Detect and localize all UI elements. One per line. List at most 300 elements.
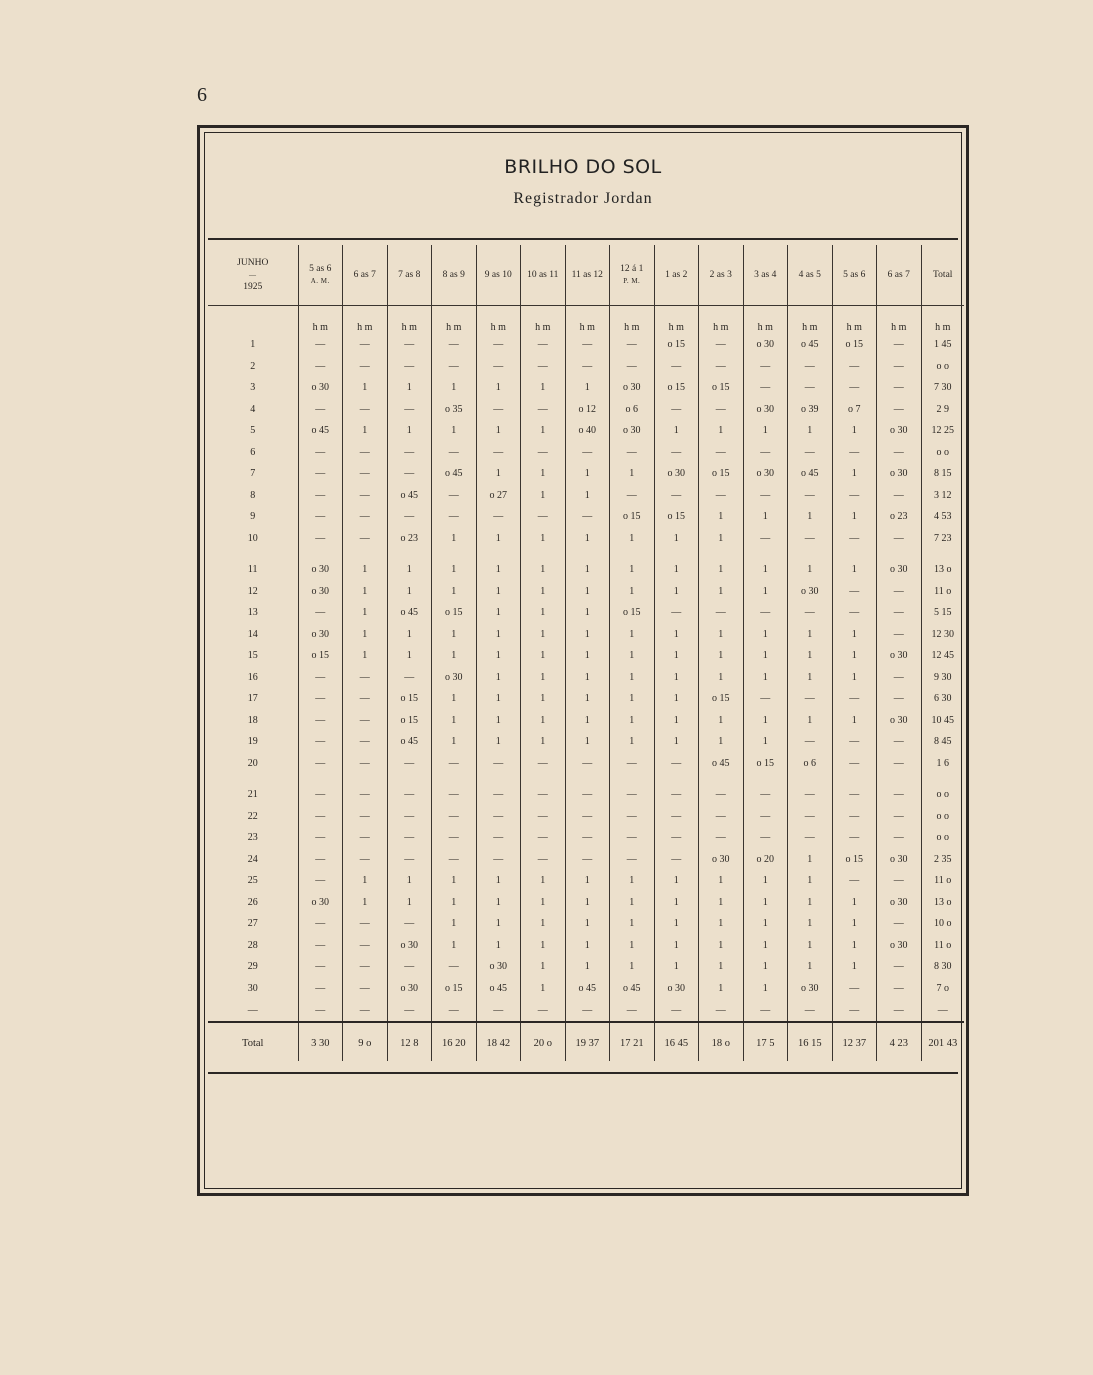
hour-cell: 1 [699, 528, 744, 550]
unit-cell: h m [743, 320, 788, 334]
hour-cell: 1 [699, 978, 744, 1000]
hour-cell: 1 [565, 645, 610, 667]
hour-cell: o 23 [877, 506, 922, 528]
row-total-cell: o o [921, 442, 964, 464]
hour-cell: 1 [788, 913, 833, 935]
row-total-cell: o o [921, 827, 964, 849]
hour-cell: — [343, 827, 388, 849]
hour-cell: — [832, 753, 877, 775]
hour-cell: o 30 [877, 420, 922, 442]
hour-cell: — [743, 806, 788, 828]
hour-cell: o 30 [432, 667, 477, 689]
hour-cell: — [387, 753, 432, 775]
hour-column-header [610, 245, 655, 306]
hour-cell: 1 [476, 870, 521, 892]
column-sublabel: 1925 [243, 282, 263, 292]
row-total-cell: 7 o [921, 978, 964, 1000]
day-cell: 19 [247, 736, 258, 748]
hour-cell: 1 [432, 688, 477, 710]
hour-column-header [743, 245, 788, 306]
hour-cell: — [298, 442, 343, 464]
column-label: 2 as 3 [709, 270, 732, 280]
hour-cell: — [432, 506, 477, 528]
hour-cell: — [788, 377, 833, 399]
hour-cell: 1 [788, 420, 833, 442]
hour-cell: — [832, 581, 877, 603]
hour-cell: — [343, 849, 388, 871]
dash-cell: — [247, 1004, 258, 1016]
column-total-cell: 17 21 [610, 1025, 655, 1061]
row-total-cell: 5 15 [921, 602, 964, 624]
hour-cell: — [298, 528, 343, 550]
hour-column-header [298, 245, 343, 306]
hour-cell: 1 [788, 870, 833, 892]
hour-cell: — [877, 356, 922, 378]
hour-cell: — [877, 731, 922, 753]
hour-cell: o 15 [699, 688, 744, 710]
hour-cell: o 30 [387, 935, 432, 957]
hour-cell: — [832, 688, 877, 710]
hour-column-header [877, 245, 922, 306]
hour-cell: — [743, 688, 788, 710]
hour-cell: — [654, 753, 699, 775]
column-total-cell: 16 45 [654, 1025, 699, 1061]
hour-cell: — [298, 667, 343, 689]
hour-cell: 1 [343, 581, 388, 603]
hour-cell: 1 [432, 913, 477, 935]
hour-cell: — [387, 806, 432, 828]
hour-cell: 1 [654, 731, 699, 753]
row-total-cell: 10 45 [921, 710, 964, 732]
hour-cell: — [832, 827, 877, 849]
hour-cell: 1 [832, 892, 877, 914]
hour-cell: 1 [699, 956, 744, 978]
hour-cell: — [343, 442, 388, 464]
dash-cell: — [699, 999, 744, 1022]
hour-cell: — [432, 849, 477, 871]
dash-cell: — [343, 999, 388, 1022]
hour-cell: 1 [565, 913, 610, 935]
hour-cell: 1 [476, 549, 521, 581]
table-frame [197, 125, 969, 1196]
spacer-cell [521, 306, 566, 321]
hour-cell: — [654, 442, 699, 464]
hour-cell: 1 [743, 549, 788, 581]
column-label: 5 as 6 [843, 270, 866, 280]
hour-cell: — [343, 356, 388, 378]
dash-cell: — [788, 999, 833, 1022]
hour-cell: — [521, 334, 566, 356]
hour-cell: 1 [610, 688, 655, 710]
hour-column-header [343, 245, 388, 306]
hour-cell: — [877, 377, 922, 399]
day-cell: 2 [250, 360, 256, 372]
hour-cell: — [699, 356, 744, 378]
hour-cell: — [298, 806, 343, 828]
day-cell: 29 [247, 961, 258, 973]
row-total-cell: 9 30 [921, 667, 964, 689]
table-row [208, 624, 964, 646]
hour-cell: — [877, 688, 922, 710]
hour-cell: 1 [699, 506, 744, 528]
hour-cell: 1 [788, 624, 833, 646]
hour-cell: — [298, 731, 343, 753]
hour-cell: o 6 [788, 753, 833, 775]
column-sublabel: A. M. [310, 277, 330, 285]
hour-cell: 1 [654, 549, 699, 581]
hour-cell: 1 [699, 892, 744, 914]
row-total-cell: 2 9 [921, 399, 964, 421]
hour-cell: 1 [654, 688, 699, 710]
hour-column-header [654, 245, 699, 306]
hour-cell: — [832, 377, 877, 399]
unit-cell: h m [699, 320, 744, 334]
hour-cell: — [699, 602, 744, 624]
dash-cell: — [565, 999, 610, 1022]
hour-cell: 1 [610, 935, 655, 957]
hour-cell: — [877, 485, 922, 507]
hour-cell: 1 [788, 549, 833, 581]
hour-cell: o 30 [877, 463, 922, 485]
hour-cell: — [832, 356, 877, 378]
day-cell: 5 [250, 425, 256, 437]
hour-cell: — [521, 806, 566, 828]
column-label: 5 as 6 [309, 264, 332, 274]
hour-cell: o 30 [699, 849, 744, 871]
hour-cell: — [298, 827, 343, 849]
table-row [208, 463, 964, 485]
hour-cell: — [788, 485, 833, 507]
hour-cell: — [343, 753, 388, 775]
hour-cell: 1 [565, 935, 610, 957]
row-total-cell: 11 o [921, 581, 964, 603]
row-total-cell: 13 o [921, 892, 964, 914]
hour-cell: 1 [832, 463, 877, 485]
hour-cell: 1 [387, 549, 432, 581]
hour-cell: 1 [476, 935, 521, 957]
hour-cell: — [788, 827, 833, 849]
hour-cell: — [343, 731, 388, 753]
table-row [208, 399, 964, 421]
hour-cell: — [565, 774, 610, 806]
hour-cell: 1 [476, 377, 521, 399]
hour-cell: — [298, 753, 343, 775]
hour-cell: — [565, 849, 610, 871]
hour-cell: o 39 [788, 399, 833, 421]
hour-cell: o 15 [699, 463, 744, 485]
day-cell: 26 [247, 896, 258, 908]
hour-cell: o 35 [432, 399, 477, 421]
hour-cell: — [298, 688, 343, 710]
hour-cell: — [877, 624, 922, 646]
hour-cell: — [476, 827, 521, 849]
hour-cell: 1 [832, 710, 877, 732]
column-sublabel: P. M. [623, 277, 641, 285]
row-total-cell: 1 45 [921, 334, 964, 356]
spacer-cell [877, 306, 922, 321]
hour-cell: — [877, 602, 922, 624]
hour-cell: o 15 [610, 602, 655, 624]
hour-cell: — [832, 806, 877, 828]
hour-cell: — [832, 602, 877, 624]
dash-cell: — [743, 999, 788, 1022]
hour-cell: o 30 [743, 334, 788, 356]
row-total-cell: 11 o [921, 870, 964, 892]
column-total-cell: 12 37 [832, 1025, 877, 1061]
hour-cell: — [877, 334, 922, 356]
table-row [208, 774, 964, 806]
dash-cell: — [832, 999, 877, 1022]
hour-cell: — [343, 463, 388, 485]
hour-cell: 1 [521, 688, 566, 710]
hour-cell: 1 [565, 581, 610, 603]
hour-cell: — [743, 442, 788, 464]
hour-cell: — [832, 528, 877, 550]
hour-cell: 1 [610, 528, 655, 550]
hour-cell: 1 [521, 645, 566, 667]
hour-cell: — [298, 356, 343, 378]
hour-cell: 1 [521, 978, 566, 1000]
hour-cell: — [343, 806, 388, 828]
column-total-cell: 3 30 [298, 1025, 343, 1061]
hour-cell: — [788, 528, 833, 550]
spacer-cell [921, 306, 964, 321]
hour-cell: o 30 [298, 624, 343, 646]
dash-cell: — [521, 999, 566, 1022]
hour-cell: 1 [788, 667, 833, 689]
row-total-cell: 8 30 [921, 956, 964, 978]
hour-cell: 1 [832, 667, 877, 689]
dash-cell: — [654, 999, 699, 1022]
table-row [208, 870, 964, 892]
hour-cell: — [788, 806, 833, 828]
hour-cell: — [298, 506, 343, 528]
hour-cell: 1 [432, 420, 477, 442]
hour-cell: o 30 [877, 645, 922, 667]
hour-cell: o 45 [298, 420, 343, 442]
hour-cell: — [743, 827, 788, 849]
hour-cell: — [387, 913, 432, 935]
column-label: 3 as 4 [754, 270, 777, 280]
hour-cell: — [432, 827, 477, 849]
row-total-cell: 2 35 [921, 849, 964, 871]
hour-cell: 1 [432, 710, 477, 732]
hour-cell: — [788, 356, 833, 378]
hour-cell: 1 [476, 581, 521, 603]
hour-cell: o 30 [298, 892, 343, 914]
hour-cell: o 30 [610, 420, 655, 442]
table-row [208, 806, 964, 828]
hour-cell: 1 [610, 956, 655, 978]
hour-cell: o 30 [877, 849, 922, 871]
unit-cell: h m [298, 320, 343, 334]
hour-cell: o 23 [387, 528, 432, 550]
hour-cell: — [877, 442, 922, 464]
hour-cell: o 30 [788, 978, 833, 1000]
hour-cell: o 15 [432, 602, 477, 624]
hour-cell: — [476, 774, 521, 806]
table-row [208, 549, 964, 581]
hour-cell: 1 [699, 731, 744, 753]
table-row [208, 827, 964, 849]
title-divider [208, 238, 958, 240]
hour-cell: — [521, 506, 566, 528]
hour-cell: — [699, 442, 744, 464]
hour-cell: 1 [565, 485, 610, 507]
hour-cell: 1 [832, 420, 877, 442]
hour-cell: 1 [610, 892, 655, 914]
hour-cell: o 15 [743, 753, 788, 775]
hour-cell: o 45 [610, 978, 655, 1000]
hour-cell: 1 [743, 870, 788, 892]
hour-cell: o 45 [565, 978, 610, 1000]
hour-cell: 1 [832, 624, 877, 646]
column-label: 12 á 1 [620, 264, 644, 274]
column-total-cell: 201 43 [921, 1025, 964, 1061]
hour-cell: 1 [521, 581, 566, 603]
day-cell: 7 [250, 468, 256, 480]
table-row [208, 356, 964, 378]
totals-label: Total [242, 1037, 264, 1049]
hour-cell: — [343, 667, 388, 689]
table-row [208, 753, 964, 775]
hour-cell: o 45 [788, 334, 833, 356]
row-total-cell: 8 15 [921, 463, 964, 485]
hour-cell: 1 [343, 645, 388, 667]
hour-cell: 1 [343, 624, 388, 646]
hour-cell: 1 [610, 624, 655, 646]
hour-cell: 1 [699, 581, 744, 603]
hour-cell: o 15 [654, 334, 699, 356]
hour-cell: 1 [743, 710, 788, 732]
column-total-cell: 18 o [699, 1025, 744, 1061]
hour-cell: 1 [387, 377, 432, 399]
unit-cell: h m [877, 320, 922, 334]
hour-cell: 1 [699, 710, 744, 732]
hour-cell: 1 [610, 870, 655, 892]
hour-cell: 1 [565, 667, 610, 689]
unit-cell: h m [343, 320, 388, 334]
hour-cell: 1 [476, 731, 521, 753]
hour-cell: — [521, 849, 566, 871]
hour-cell: — [387, 849, 432, 871]
page-number: 6 [197, 84, 207, 106]
day-cell: 16 [247, 671, 258, 683]
day-cell: 3 [250, 382, 256, 394]
hour-cell: 1 [387, 581, 432, 603]
hour-cell: 1 [565, 688, 610, 710]
table-row [208, 731, 964, 753]
column-total-cell: 16 20 [432, 1025, 477, 1061]
hour-cell: — [654, 356, 699, 378]
hour-cell: 1 [476, 710, 521, 732]
hour-cell: 1 [343, 602, 388, 624]
hour-cell: — [432, 806, 477, 828]
hour-cell: — [298, 978, 343, 1000]
hour-cell: — [743, 377, 788, 399]
day-cell: 27 [247, 918, 258, 930]
hour-cell: o 12 [565, 399, 610, 421]
dash-cell: — [476, 999, 521, 1022]
hour-cell: — [343, 399, 388, 421]
table-row [208, 688, 964, 710]
hour-cell: 1 [476, 667, 521, 689]
hour-cell: 1 [476, 892, 521, 914]
hour-cell: 1 [610, 913, 655, 935]
hour-cell: 1 [610, 463, 655, 485]
spacer-cell [610, 306, 655, 321]
day-cell: 12 [247, 585, 258, 597]
hour-cell: 1 [521, 935, 566, 957]
column-label: 4 as 5 [798, 270, 821, 280]
row-total-cell: o o [921, 356, 964, 378]
day-cell: 22 [247, 810, 258, 822]
hour-cell: 1 [565, 377, 610, 399]
hour-cell: — [387, 774, 432, 806]
hour-cell: 1 [521, 420, 566, 442]
hour-cell: — [788, 688, 833, 710]
hour-cell: 1 [743, 624, 788, 646]
hour-cell: — [432, 956, 477, 978]
column-label: 10 as 11 [527, 270, 559, 280]
hour-cell: — [565, 827, 610, 849]
dash-cell: — [610, 999, 655, 1022]
hour-cell: 1 [699, 913, 744, 935]
row-total-cell: o o [921, 806, 964, 828]
unit-cell: h m [521, 320, 566, 334]
totals-row [208, 1025, 964, 1061]
hour-cell: 1 [521, 892, 566, 914]
hour-cell: — [699, 334, 744, 356]
hour-cell: — [476, 334, 521, 356]
column-total-cell: 19 37 [565, 1025, 610, 1061]
hour-cell: — [877, 956, 922, 978]
hour-cell: — [743, 602, 788, 624]
hour-cell: — [476, 399, 521, 421]
spacer-cell [298, 306, 343, 321]
hour-cell: 1 [743, 892, 788, 914]
hour-cell: — [699, 806, 744, 828]
hour-cell: — [387, 442, 432, 464]
table-row [208, 485, 964, 507]
table-row [208, 377, 964, 399]
hour-cell: — [432, 753, 477, 775]
hour-cell: o 30 [387, 978, 432, 1000]
hour-cell: o 45 [387, 731, 432, 753]
hour-cell: 1 [565, 549, 610, 581]
day-cell: 9 [250, 511, 256, 523]
hour-cell: 1 [565, 870, 610, 892]
units-row [208, 320, 964, 334]
hour-cell: 1 [521, 667, 566, 689]
column-label: 1 as 2 [665, 270, 688, 280]
hour-cell: o 45 [432, 463, 477, 485]
hour-cell: 1 [699, 549, 744, 581]
hour-cell: o 27 [476, 485, 521, 507]
day-cell: 10 [247, 532, 258, 544]
hour-cell: — [877, 827, 922, 849]
hour-cell: — [832, 731, 877, 753]
hour-cell: — [654, 849, 699, 871]
table-row [208, 645, 964, 667]
hour-cell: o 30 [610, 377, 655, 399]
hour-cell: 1 [432, 624, 477, 646]
hour-cell: — [298, 602, 343, 624]
hour-cell: 1 [788, 956, 833, 978]
hour-cell: — [521, 827, 566, 849]
hour-cell: o 30 [654, 978, 699, 1000]
hour-cell: — [743, 356, 788, 378]
